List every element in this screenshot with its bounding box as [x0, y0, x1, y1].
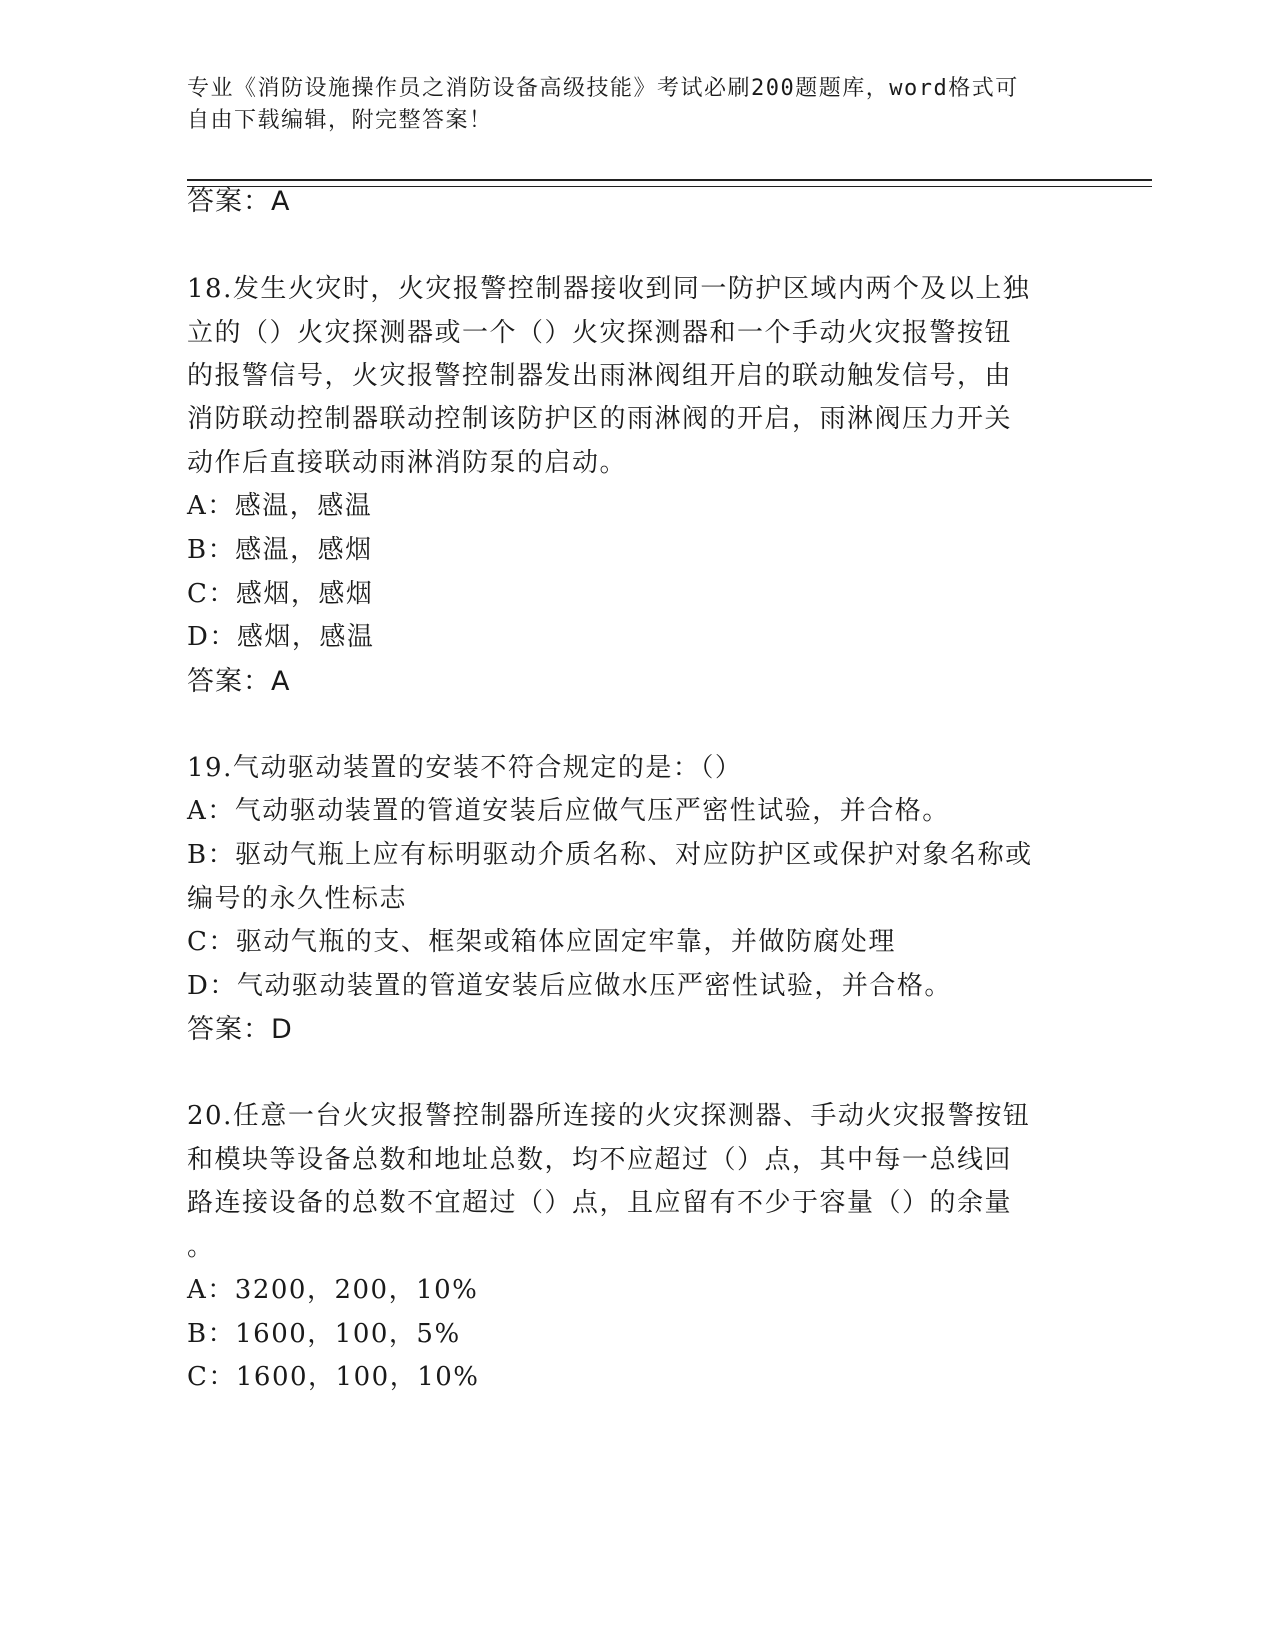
answer-value: D: [271, 1014, 293, 1045]
answer-value: A: [271, 666, 291, 697]
option-line: B：感温，感烟: [187, 535, 373, 565]
question-text-line: 和模块等设备总数和地址总数，均不应超过（）点，其中每一总线回: [187, 1145, 1013, 1175]
answer-value: A: [271, 186, 291, 217]
question-text-line: 。: [187, 1232, 215, 1262]
question-text-line: 18.发生火灾时，火灾报警控制器接收到同一防护区域内两个及以上独: [187, 274, 1031, 304]
answer-line: [187, 1007, 293, 1052]
header-title-line-1: 专业《消防设施操作员之消防设备高级技能》考试必刷200题题库，word格式可: [187, 76, 1019, 101]
answer-label: 答案：: [187, 186, 271, 217]
option-line: 编号的永久性标志: [187, 884, 408, 914]
option-line: C：1600，100，10%: [187, 1362, 480, 1392]
option-line: A：气动驱动装置的管道安装后应做气压严密性试验，并合格。: [187, 796, 950, 826]
option-line: C：感烟，感烟: [187, 579, 374, 609]
question-text-line: 20.任意一台火灾报警控制器所连接的火灾探测器、手动火灾报警按钮: [187, 1101, 1031, 1131]
option-line: C：驱动气瓶的支、框架或箱体应固定牢靠，并做防腐处理: [187, 927, 896, 957]
question-text-line: 立的（）火灾探测器或一个（）火灾探测器和一个手动火灾报警按钮: [187, 318, 1013, 348]
answer-line: [187, 179, 290, 224]
option-line: B：1600，100，5%: [187, 1319, 461, 1349]
question-text-line: 的报警信号，火灾报警控制器发出雨淋阀组开启的联动触发信号，由: [187, 361, 1013, 391]
answer-line: [187, 659, 290, 704]
question-text-line: 19.气动驱动装置的安装不符合规定的是：（）: [187, 753, 743, 783]
answer-label: 答案：: [187, 666, 271, 697]
option-line: D：气动驱动装置的管道安装后应做水压严密性试验，并合格。: [187, 971, 952, 1001]
option-line: A：感温，感温: [187, 491, 373, 521]
header-divider: [187, 179, 1152, 187]
answer-label: 答案：: [187, 1014, 271, 1045]
option-line: D：感烟，感温: [187, 622, 375, 652]
document-header: [187, 73, 1067, 137]
option-line: B：驱动气瓶上应有标明驱动介质名称、对应防护区或保护对象名称或: [187, 840, 1033, 870]
question-text-line: 路连接设备的总数不宜超过（）点，且应留有不少于容量（）的余量: [187, 1188, 1013, 1218]
question-text-line: 消防联动控制器联动控制该防护区的雨淋阀的开启，雨淋阀压力开关: [187, 404, 1013, 434]
option-line: A：3200，200，10%: [187, 1275, 479, 1305]
header-title-line-2: 自由下载编辑，附完整答案！: [187, 108, 493, 133]
question-text-line: 动作后直接联动雨淋消防泵的启动。: [187, 448, 628, 478]
